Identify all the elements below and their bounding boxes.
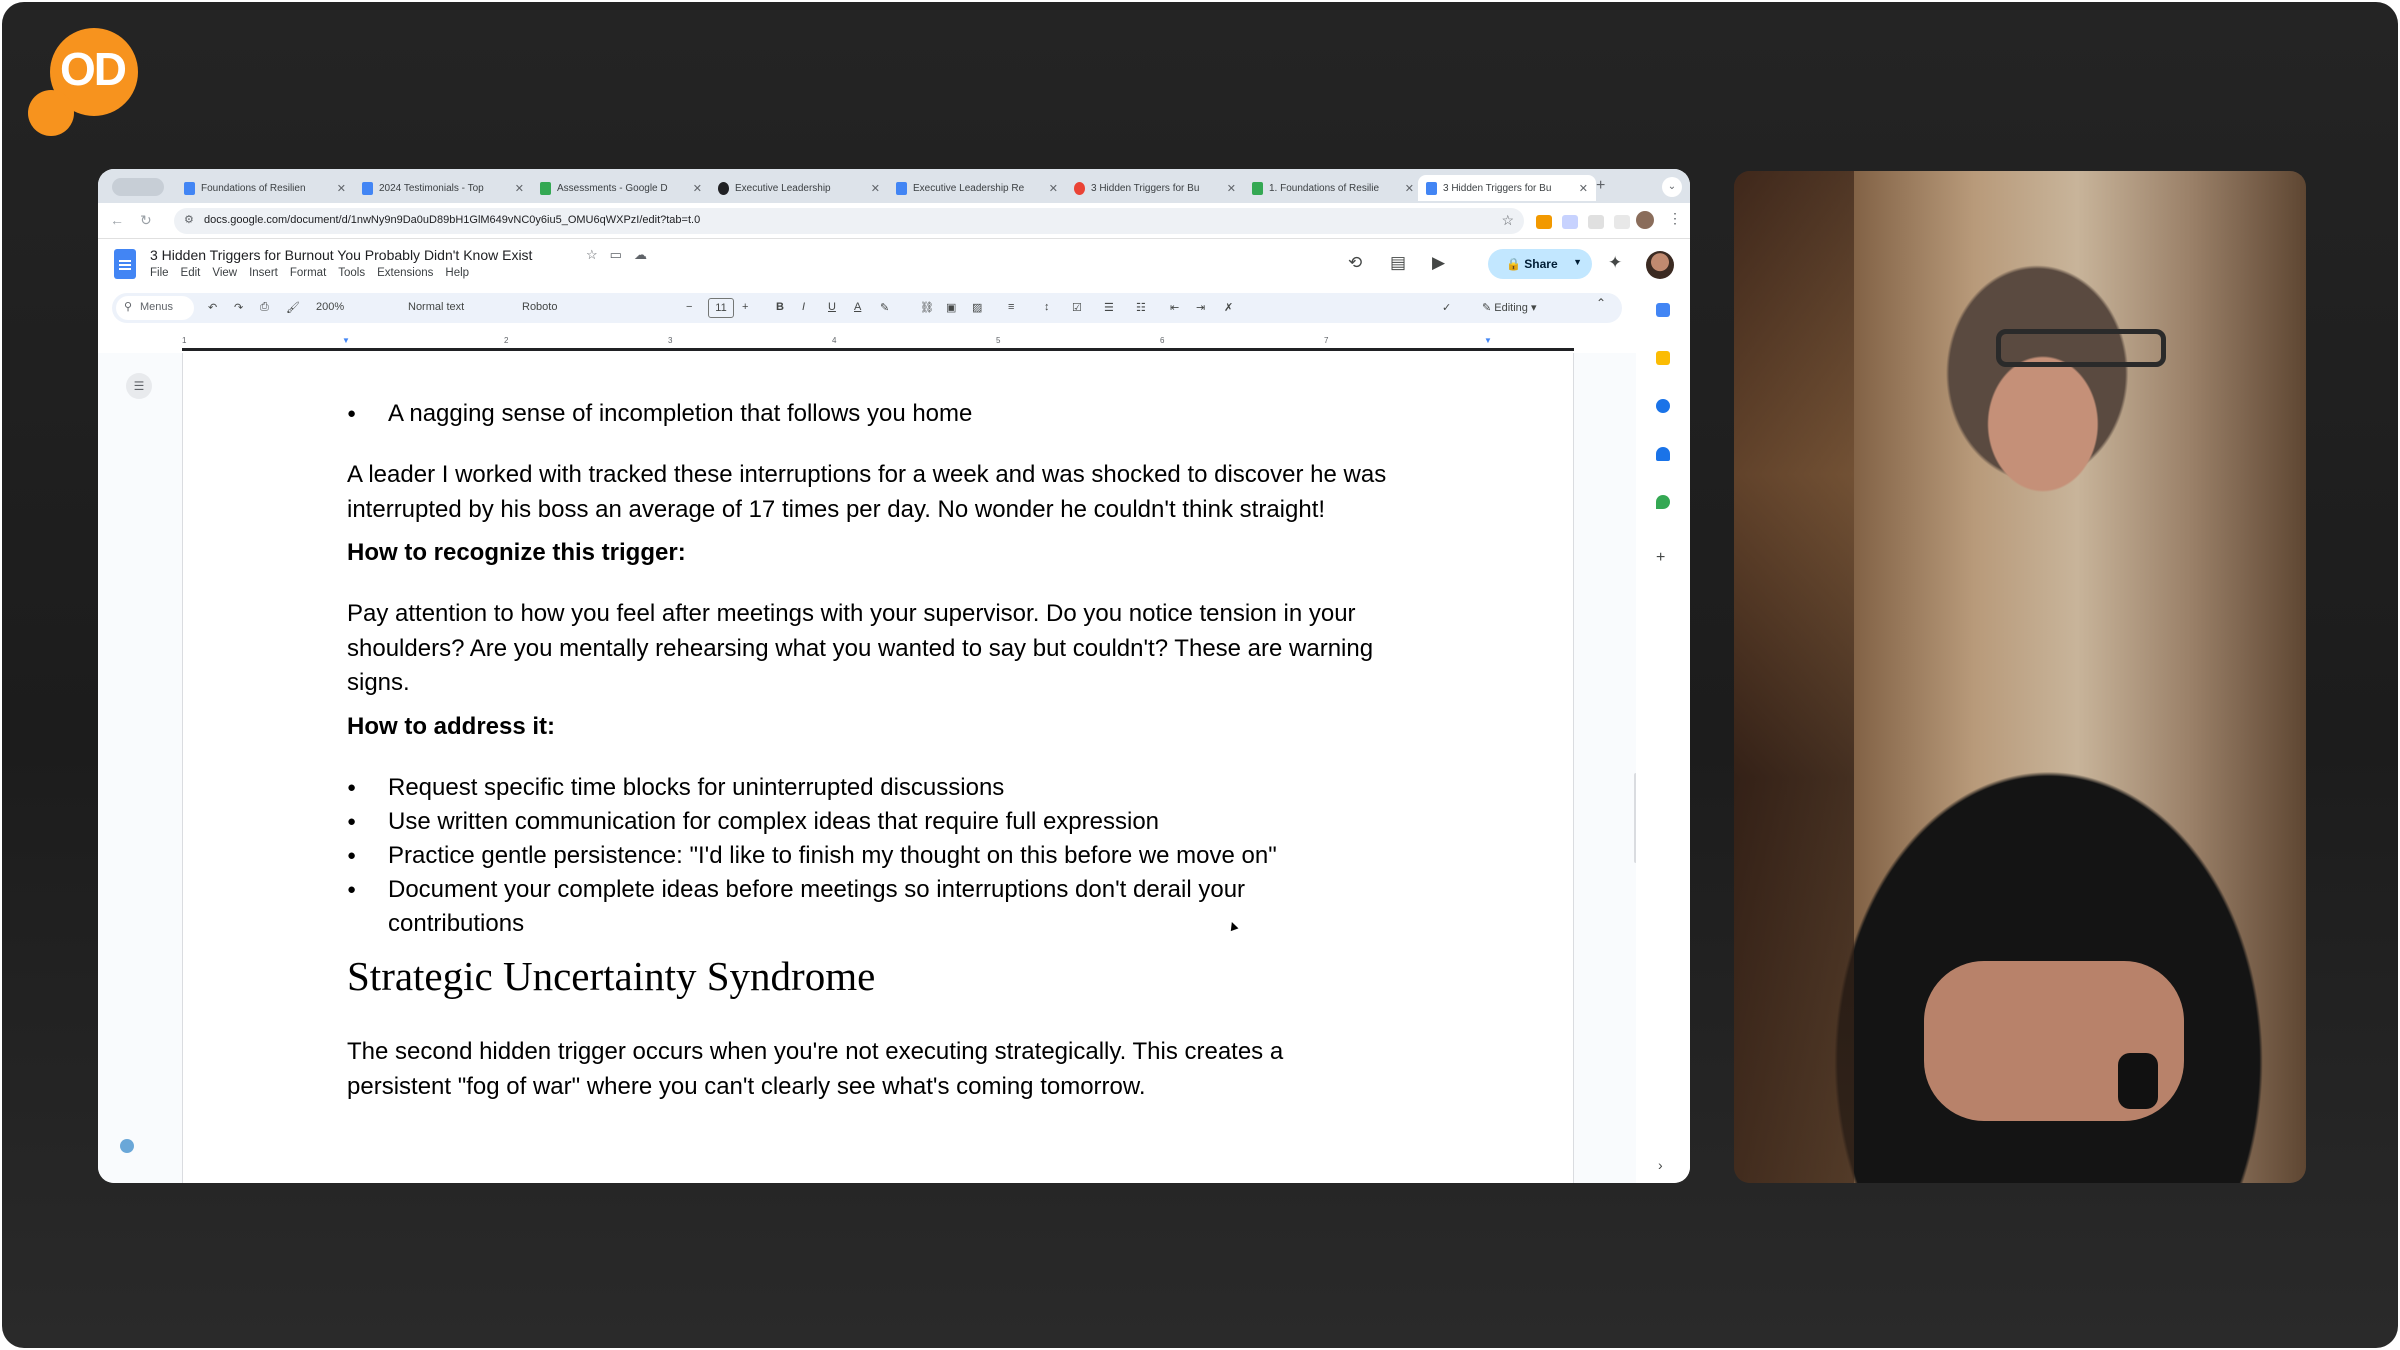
menu-format[interactable]: Format	[289, 267, 327, 279]
close-icon[interactable]: ✕	[514, 182, 524, 195]
decrease-indent-icon[interactable]: ⇤	[1170, 302, 1180, 314]
keep-icon[interactable]	[1656, 351, 1670, 365]
document-title[interactable]: 3 Hidden Triggers for Burnout You Probably Didn't Know Exist	[150, 247, 533, 263]
redo-icon[interactable]: ↷	[234, 302, 244, 314]
browser-tab[interactable]: Assessments - Google D ✕	[532, 175, 710, 201]
italic-icon[interactable]: I	[802, 301, 806, 313]
subheading: How to address it:	[347, 713, 556, 740]
account-avatar[interactable]	[1646, 251, 1674, 279]
bulleted-list-icon[interactable]: ☰	[1104, 302, 1114, 314]
tab-groups-control[interactable]	[112, 178, 164, 196]
menu-insert[interactable]: Insert	[249, 267, 278, 279]
back-icon[interactable]: ←	[110, 212, 124, 228]
url-field[interactable]: ⚙ docs.google.com/document/d/1nwNy9n9Da0uD89bH1GlM649vNC0y6iu5_OMU6qWXPzI/edit?tab=t.0 ☆	[174, 208, 1524, 234]
extension-icon[interactable]	[1536, 215, 1552, 229]
style-select[interactable]: Normal text	[408, 301, 465, 313]
browser-tab[interactable]: 3 Hidden Triggers for Bu ✕	[1066, 175, 1244, 201]
text-color-icon[interactable]: A	[854, 301, 862, 313]
docs-icon	[184, 182, 195, 195]
spellcheck-icon[interactable]: ✓	[1442, 302, 1452, 314]
font-size-input[interactable]: 11	[708, 298, 734, 318]
close-icon[interactable]: ✕	[1048, 182, 1058, 195]
docs-icon	[362, 182, 373, 195]
glasses	[1996, 329, 2166, 367]
list-item: ● A nagging sense of incompletion that follows you home	[388, 397, 972, 431]
menu-help[interactable]: Help	[445, 267, 470, 279]
menu-edit[interactable]: Edit	[180, 267, 201, 279]
drive-icon	[540, 182, 551, 195]
star-icon[interactable]: ☆	[586, 247, 610, 262]
list-item: ● Practice gentle persistence: "I'd like to finish my thought on this before we move on"	[388, 839, 1277, 873]
numbered-list-icon[interactable]: ☷	[1136, 302, 1146, 314]
expand-panel-icon[interactable]: ›	[1658, 1157, 1663, 1173]
browser-menu-icon[interactable]: ⋮	[1668, 210, 1682, 226]
left-indent-marker[interactable]: ▼	[342, 336, 350, 345]
tab-search-button[interactable]: ⌄	[1662, 177, 1682, 197]
mouse-cursor-icon: ▲	[1223, 915, 1243, 935]
menu-view[interactable]: View	[212, 267, 238, 279]
od-logo: OD	[28, 28, 140, 140]
extension-icon[interactable]	[1588, 215, 1604, 229]
share-button[interactable]: 🔒 Share ▼	[1488, 249, 1592, 279]
search-icon: ⚲	[124, 301, 133, 313]
extension-icon[interactable]	[1562, 215, 1578, 229]
close-icon[interactable]: ✕	[1226, 182, 1236, 195]
search-menus[interactable]: ⚲ Menus	[116, 296, 194, 320]
editing-mode-select[interactable]: ✎ Editing ▾	[1482, 302, 1537, 314]
history-icon[interactable]: ⟲	[1348, 253, 1363, 272]
outline-icon[interactable]: ☰	[126, 373, 152, 399]
gemini-icon[interactable]: ✦	[1608, 253, 1623, 272]
increase-font-size-icon[interactable]: +	[742, 301, 749, 313]
sheets-icon[interactable]	[1656, 303, 1670, 317]
bold-icon[interactable]: B	[776, 301, 784, 313]
cloud-status-icon[interactable]: ☁	[633, 247, 659, 262]
tab-bar	[98, 169, 1690, 203]
underline-icon[interactable]: U	[828, 301, 836, 313]
clear-formatting-icon[interactable]: ✗	[1224, 302, 1234, 314]
hide-menus-icon[interactable]: ⌃	[1596, 296, 1607, 310]
presenter-webcam	[1734, 171, 2306, 1183]
meet-icon[interactable]: ▶	[1432, 253, 1446, 272]
document-page[interactable]	[182, 353, 1574, 1183]
close-icon[interactable]: ✕	[870, 182, 880, 195]
increase-indent-icon[interactable]: ⇥	[1196, 302, 1206, 314]
video-frame	[2, 2, 2398, 1348]
docs-icon	[896, 182, 907, 195]
font-select[interactable]: Roboto	[522, 301, 558, 313]
drive-icon	[1252, 182, 1263, 195]
browser-window	[98, 169, 1690, 1183]
contacts-icon[interactable]	[1656, 447, 1670, 461]
link-icon[interactable]: ⛓	[920, 302, 934, 314]
profile-avatar[interactable]	[1636, 211, 1654, 229]
line-spacing-icon[interactable]: ↕	[1044, 301, 1050, 313]
paragraph: The second hidden trigger occurs when you're not executing strategically. This creates a persistent "fog of war" where you can't clearly see what's coming tomorrow.	[347, 1038, 1284, 1100]
close-icon[interactable]: ✕	[692, 182, 702, 195]
docs-icon	[1426, 182, 1437, 195]
add-addon-icon[interactable]: +	[1656, 549, 1666, 566]
chevron-down-icon[interactable]: ▼	[1573, 257, 1582, 267]
docs-logo-icon[interactable]	[114, 249, 136, 279]
zoom-select[interactable]: 200%	[316, 301, 345, 313]
bookmark-star-icon[interactable]: ☆	[1501, 212, 1514, 228]
browser-tab-active[interactable]: 3 Hidden Triggers for Bu ✕	[1418, 175, 1596, 201]
browser-tab[interactable]: Executive Leadership Re ✕	[888, 175, 1066, 201]
list-item: ● Document your complete ideas before meetings so interruptions don't derail your contributions	[388, 873, 1288, 941]
paragraph: A leader I worked with tracked these interruptions for a week and was shocked to discover he was interrupted by his boss an average of 17 times per day. No wonder he couldn't think straight!	[347, 461, 1387, 523]
menu-bar	[150, 267, 469, 279]
close-icon[interactable]: ✕	[1578, 182, 1588, 195]
section-heading: Strategic Uncertainty Syndrome	[347, 953, 876, 999]
close-icon[interactable]: ✕	[336, 182, 346, 195]
formatting-toolbar	[112, 293, 1622, 323]
menu-extensions[interactable]: Extensions	[377, 267, 434, 279]
menu-file[interactable]: File	[150, 267, 169, 279]
paragraph: Pay attention to how you feel after meetings with your supervisor. Do you notice tension in your shoulders? Are you mentally rehearsing what you wanted to say but couldn't? These are warning signs.	[347, 600, 1374, 696]
new-tab-button[interactable]: +	[1596, 177, 1606, 194]
document-canvas	[98, 353, 1636, 1183]
browser-tab[interactable]: Foundations of Resilien ✕	[176, 175, 354, 201]
extension-icon[interactable]	[1614, 215, 1630, 229]
menu-tools[interactable]: Tools	[338, 267, 366, 279]
print-icon[interactable]: ⎙	[260, 301, 269, 313]
comment-icon[interactable]: ▣	[946, 302, 957, 314]
undo-icon[interactable]: ↶	[208, 302, 218, 314]
tasks-icon[interactable]	[1656, 399, 1670, 413]
browser-tab[interactable]: Executive Leadership ✕	[710, 175, 888, 201]
decrease-font-size-icon[interactable]: −	[686, 301, 693, 313]
site-info-icon[interactable]: ⚙	[184, 214, 194, 226]
close-icon[interactable]: ✕	[1404, 182, 1414, 195]
move-folder-icon[interactable]: ▭	[609, 247, 634, 262]
ruler: 1 2 3 4 5 6 7 ▼ ▼	[182, 335, 1574, 351]
claude-icon	[1074, 182, 1085, 195]
image-icon[interactable]: ▨	[972, 302, 983, 314]
side-panel	[1636, 293, 1690, 1183]
paint-format-icon[interactable]: 🖌	[286, 302, 300, 314]
list-item: ● Use written communication for complex ideas that require full expression	[388, 805, 1159, 839]
list-item: ● Request specific time blocks for uninterrupted discussions	[388, 771, 1004, 805]
reload-icon[interactable]: ↻	[140, 212, 152, 228]
watch	[2118, 1053, 2158, 1109]
explore-icon[interactable]	[120, 1139, 134, 1153]
maps-pin-icon[interactable]	[1656, 495, 1670, 509]
docs-header	[98, 239, 1690, 291]
right-indent-marker[interactable]: ▼	[1484, 336, 1492, 345]
browser-tab[interactable]: 2024 Testimonials - Top ✕	[354, 175, 532, 201]
comments-icon[interactable]: ▤	[1390, 253, 1407, 272]
checklist-icon[interactable]: ☑	[1072, 302, 1082, 314]
address-bar-row	[98, 203, 1690, 239]
browser-tab[interactable]: 1. Foundations of Resilie ✕	[1244, 175, 1422, 201]
title-actions	[586, 247, 659, 263]
site-icon	[718, 182, 729, 195]
highlight-icon[interactable]: ✎	[880, 302, 890, 314]
subheading: How to recognize this trigger:	[347, 539, 686, 566]
align-icon[interactable]: ≡	[1008, 301, 1015, 313]
